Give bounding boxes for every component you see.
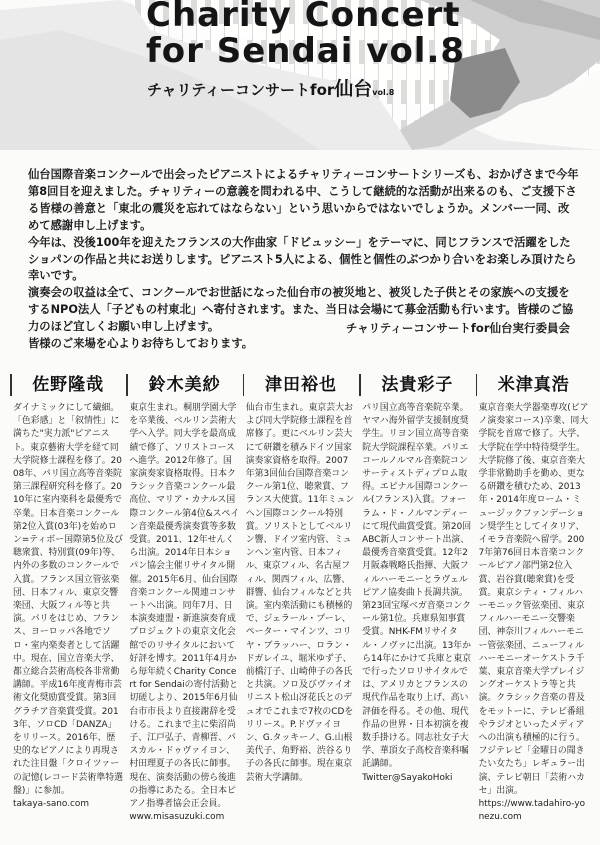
intro-paragraph: 仙台国際音楽コンクールで出会ったピアニストによるチャリティーコンサートシリーズも、おかげさまで今年第8回目を迎えました。チャリティーの意義を問われる中、こうして継続的な活動が出来るのも、ご支援下さる皆様の善意と「東北の震災を忘れてはならない」という思いからではないでしょうか。メンバー一同、改めて感謝申し上げます。 [28, 168, 579, 232]
artist-column [359, 374, 475, 842]
artist-name: 鈴木美紗 [148, 375, 221, 395]
artist-website: takaya-sano.com [13, 799, 89, 810]
artist-bio: パリ国立高等音楽院卒業。ヤマハ海外留学支援制度奨学生。リヨン国立高等音楽院大学院課程卒業。パリエコールノルマル音楽院コンサーティストディプロム取得。エピナル国際コンクール(フランス)入賞。フォーラム・ド・ノルマンディーにて現代曲賞受賞。第20回ABC新人コンサート出演、最優秀音楽賞受賞。12年2月阪森戦略氏指揮、大阪フィルハーモニーとラヴェルピアノ協奏曲ト長調共演。第23回宝塚ベガ音楽コンクール第1位。兵庫県知事賞受賞。NHK-FMリサイタル・ノヴァに出演。13年から14年にかけて兵庫と東京で行ったソロリサイタルでは、アメリカとフランスの現代作品を取り上げ、高い評価を得る。その他、現代作品の世界・日本初演を複数手掛ける。同志社女子大学、華頂女子高校音楽科嘱託講師。 [362, 403, 472, 770]
subtitle-volume: vol.8 [372, 88, 395, 97]
artist-column [243, 374, 359, 842]
header-banner [0, 0, 600, 150]
artist-name: 法貴彩子 [381, 375, 454, 395]
concert-title-line1: Charity Concert [146, 0, 461, 35]
artist-column [476, 374, 592, 842]
artist-name: 佐野隆哉 [32, 375, 105, 395]
intro-paragraph: 皆様のご来場を心よりお待ちしております。 [28, 337, 254, 351]
artist-name: 米津真浩 [497, 375, 570, 395]
intro-paragraph: 演奏会の収益は全て、コンクールでお世話になった仙台市の被災地と、被災した子供とその家族への支援をするNPO法人「子どもの村東北」へ寄付されます。また、当日は会場にて募金活動も行います。皆様のご協力のほど宜しくお願い申し上げます。 [28, 286, 574, 334]
artist-website: Twitter@SayakoHoki [362, 772, 453, 783]
artist-column [10, 374, 126, 842]
intro-paragraph: 今年は、没後100年を迎えたフランスの大作曲家「ドビュッシー」をテーマに、同じフランスで活躍をしたショパンの作品と共にお送りします。ピアニスト5人による、個性と個性のぶつかり合いをお楽しみ頂けたら幸いです。 [28, 235, 577, 283]
artist-name: 津田裕也 [264, 375, 337, 395]
concert-subtitle [147, 74, 394, 101]
subtitle-main: チャリティーコンサートfor [147, 81, 335, 99]
artist-bio: 東京生まれ。桐朋学園大学を卒業後、ベルリン芸術大学へ入学。同大学を最高成績で修了、ソリストコースへ進学。2012年修了。国家演奏家資格取得。日本クラシック音楽コンクール最高位、マリア・カナルス国際コンクール第4位&スペイン音楽最優秀演奏賞等多数受賞。2011、12年せんくら出演。2014年日本ショパン協会主催リサイタル開催。2015年6月、仙台国際音楽コンクール関連コンサートへ出演。同年7月、日本演奏連盟・新進演奏育成プロジェクトの東京文化会館でのリサイタルにおいて好評を博す。2011年4月から毎年続くCharity Concert for Sendaiの寄付活動と切磋しより、2015年6月仙台市市長より直接謝辞を受ける。これまで主に柴沼尚子、江戸弘子、青柳晋、パスカル・ドゥヴァイヨン、村田理夏子の各氏に師事。現在、演奏活動の傍ら後進の指導にあたる。全日本ピアノ指導者協会正会員。 [129, 403, 240, 810]
subtitle-city: 仙台 [334, 78, 373, 100]
committee-signature: チャリティーコンサートfor仙台実行委員会 [345, 321, 570, 335]
artist-profiles [10, 374, 592, 842]
artist-bio: 仙台市生まれ。東京芸大および同大学院修士課程を首席修了。更にベルリン芸大にて研鑽を積みドイツ国家演奏家資格を取得。2007年第3回仙台国際音楽コンクール第1位、聴衆賞、フランス大使賞。11年ミュンヘン国際コンクール特別賞。ソリストとしてベルリン響、ドイツ室内管、ミュンヘン室内管、日本フィル、東京フィル、名古屋フィル、関西フィル、広響、群響、仙台フィルなどと共演。室内楽活動にも積極的で、ジェラール・プーレ、ペーター・マインツ、コリヤ・ブラッハー、ロラン・ドガレイユ、堀米ゆず子、前橋汀子、山崎伸子の各氏と共演。ソロ及びヴァイオリニスト松山冴花氏とのデュオでこれまで7枚のCDをリリース。P.ドヴァイヨン、G.タッキーノ、G.山根美代子、角野裕、渋谷るり子の各氏に師事。現在東京芸術大学講師。 [245, 403, 355, 783]
artist-bio: ダイナミックにして繊細。「色彩感」と「叙情性」に満ちた"実力派"ピアニスト。東京藝術大学を経て同大学院修士課程を修了。2008年、パリ国立高等音楽院第三課程研究科を修了。2010年に室内楽科を最優秀で卒業。日本音楽コンクール第2位入賞(03年)を始めロン=ティボー国際第5位及び聴衆賞、特別賞(09年)等、内外の多数のコンクールで入賞。フランス国立管弦楽団、日本フィル、東京交響楽団、大阪フィル等と共演。パリをはじめ、フランス、ヨーロッパ各地でソロ・室内楽奏者として活躍中。現在、国立音楽大学、都立総合芸術高校各非常勤講師。平成16年度青梅市芸術文化奨励賞受賞。第3回グラチア音楽賞受賞。2013年、ソロCD「DANZA」をリリース。2016年、歴史的なピアノにより再現された注目盤「クロイツァーの記憶(レコード芸術準特選盤)」に参加。 [13, 403, 123, 796]
artist-bio: 東京音楽大学器楽専攻(ピアノ演奏家コース)卒業、同大学院を首席で修了。大学、大学院在学中特待奨学生。大学院修了後、東京音楽大学非常勤助手を勤め、更なる研鑽を積むため、2013年・2014年度ローム・ミュージックファンデーション奨学生としてイタリア、イモラ音楽院へ留学。2007年第76回日本音楽コンクールピアノ部門第2位入賞、岩谷賞(聴衆賞)を受賞。東京シティ・フィルハーモニック管弦楽団、東京フィルハーモニー交響楽団、神奈川フィルハーモニー管弦楽団、ニューフィルハーモニーオーケストラ千葉、東京音楽大学プレイジングオーケストラ等と共演。クラシック音楽の普及をモットーに、テレビ番組やラジオといったメディアへの出演も積極的に行う。フジテレビ「金曜日の聞きたい女たち」レギュラー出演、テレビ朝日「芸術ハカセ」出演。 [478, 403, 589, 796]
concert-title-line2: for Sendai vol.8 [146, 31, 466, 71]
artist-website: https://www.tadahiro-yonezu.com [478, 799, 586, 823]
artist-column [126, 374, 242, 842]
artist-website: www.misasuzuki.com [129, 812, 225, 823]
